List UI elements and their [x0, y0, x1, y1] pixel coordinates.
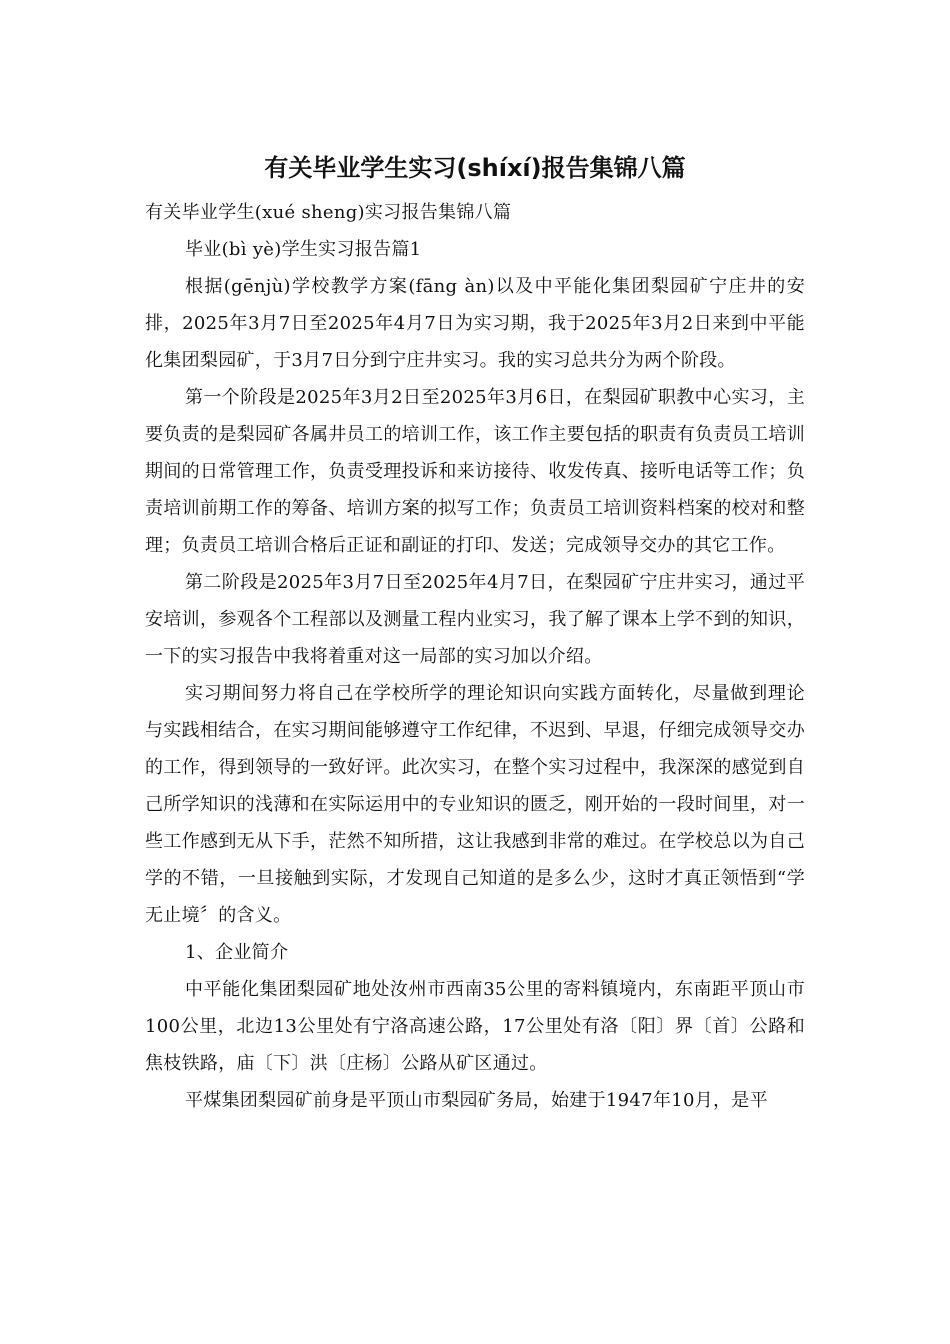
paragraph-company-location: 中平能化集团梨园矿地处汝州市西南35公里的寄料镇境内，东南距平顶山市100公里，北边13公里处有宁洛高速公路，17公里处有洛〔阳〕界〔首〕公路和焦枝铁路，庙〔下〕洪〔庄杨〕公路从矿区通过。 [145, 979, 805, 1074]
paragraph-reflection: 实习期间努力将自己在学校所学的理论知识向实践方面转化，尽量做到理论与实践相结合，在实习期间能够遵守工作纪律，不迟到、早退，仔细完成领导交办的工作，得到领导的一致好评。此次实习，在整个实习过程中，我深深的感觉到自己所学知识的浅薄和在实际运用中的专业知识的匮乏，刚开始的一段时间里，对一些工作感到无从下手，茫然不知所措，这让我感到非常的难过。在学校总以为自己学的不错，一旦接触到实际，才发现自己知道的是多么少，这时才真正领悟到“学无止境〞的含义。 [145, 683, 805, 926]
paragraph-company-history: 平煤集团梨园矿前身是平顶山市梨园矿务局，始建于1947年10月，是平 [185, 1090, 768, 1111]
section-heading-report-1: 毕业(bì yè)学生实习报告篇1 [185, 239, 422, 260]
document-title: 有关毕业学生实习(shíxí)报告集锦八篇 [264, 154, 686, 182]
section-heading-company-intro: 1、企业简介 [185, 942, 289, 963]
paragraph-internship-arrangement: 根据(gēnjù)学校教学方案(fāng àn)以及中平能化集团梨园矿宁庄井的安排，2025年3月7日至2025年4月7日为实习期，我于2025年3月2日来到中平能化集团梨园矿，于3月7日分到宁庄井实习。我的实习总共分为两个阶段。 [145, 276, 805, 371]
paragraph-stage-one: 第一个阶段是2025年3月2日至2025年3月6日，在梨园矿职教中心实习，主要负责的是梨园矿各属井员工的培训工作，该工作主要包括的职责有负责员工培训期间的日常管理工作，负责受理投诉和来访接待、收发传真、接听电话等工作；负责培训前期工作的筹备、培训方案的拟写工作；负责员工培训资料档案的校对和整理；负责员工培训合格后正证和副证的打印、发送；完成领导交办的其它工作。 [145, 387, 805, 556]
paragraph-stage-two: 第二阶段是2025年3月7日至2025年4月7日，在梨园矿宁庄井实习，通过平安培训，参观各个工程部以及测量工程内业实习，我了解了课本上学不到的知识，一下的实习报告中我将着重对这一局部的实习加以介绍。 [145, 572, 805, 667]
document-body [145, 194, 805, 1119]
document-subtitle: 有关毕业学生(xué sheng)实习报告集锦八篇 [145, 202, 512, 223]
